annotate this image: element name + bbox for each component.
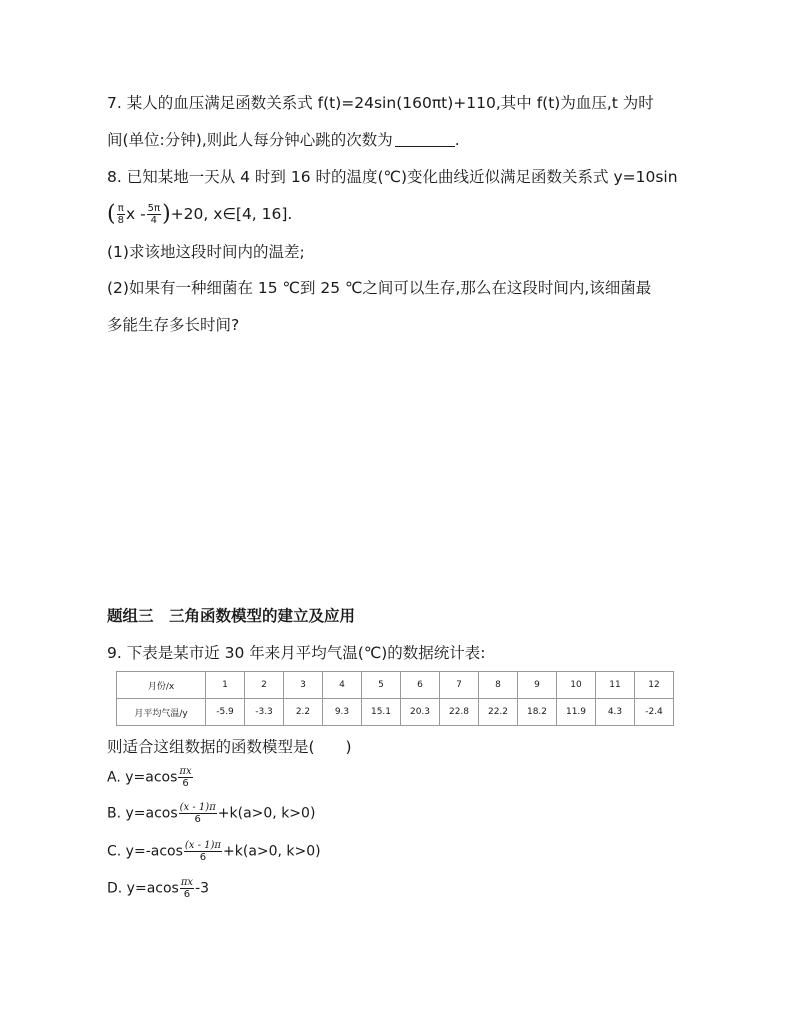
table-row-months bbox=[117, 672, 674, 699]
q9-stem: 9. 下表是某市近 30 年来月平均气温(℃)的数据统计表: bbox=[107, 644, 486, 662]
q8-frac1 bbox=[117, 203, 125, 226]
month-cell: 8 bbox=[479, 672, 518, 699]
option-b-num: (x - 1)π bbox=[179, 802, 216, 813]
temperature-table bbox=[116, 671, 674, 726]
q7-line1: 7. 某人的血压满足函数关系式 f(t)=24sin(160πt)+110,其中 f(t)为血压,t 为时 bbox=[107, 94, 654, 112]
q8-frac1-num: π bbox=[117, 203, 124, 214]
month-cell: 6 bbox=[401, 672, 440, 699]
option-d-post: -3 bbox=[195, 880, 210, 897]
q8-frac1-den: 8 bbox=[117, 215, 124, 226]
temp-cell: 4.3 bbox=[596, 699, 635, 726]
temp-cell: -2.4 bbox=[635, 699, 674, 726]
temp-cell: 9.3 bbox=[323, 699, 362, 726]
temp-cell: 22.2 bbox=[479, 699, 518, 726]
option-c bbox=[107, 840, 321, 863]
option-a-den: 6 bbox=[182, 778, 189, 789]
q8-sub1: (1)求该地这段时间内的温差; bbox=[107, 243, 305, 261]
month-cell: 4 bbox=[323, 672, 362, 699]
option-b bbox=[107, 802, 315, 825]
row-header-temps: 月平均气温/y bbox=[117, 699, 206, 726]
month-cell: 10 bbox=[557, 672, 596, 699]
option-c-num: (x - 1)π bbox=[184, 840, 222, 851]
option-d-pre: D. y=acos bbox=[107, 880, 179, 897]
option-a bbox=[107, 766, 194, 789]
answer-blank bbox=[395, 131, 455, 147]
temp-cell: 11.9 bbox=[557, 699, 596, 726]
option-b-post: +k(a>0, k>0) bbox=[217, 805, 316, 822]
q7-line2-text: 间(单位:分钟),则此人每分钟心跳的次数为 bbox=[107, 131, 393, 149]
temp-cell: 15.1 bbox=[362, 699, 401, 726]
month-cell: 2 bbox=[245, 672, 284, 699]
option-c-pre: C. y=-acos bbox=[107, 843, 183, 860]
q9-question: 则适合这组数据的函数模型是( ) bbox=[107, 738, 352, 756]
month-cell: 9 bbox=[518, 672, 557, 699]
q8-frac2 bbox=[147, 203, 161, 226]
q8-mid: x - bbox=[125, 205, 146, 223]
temp-cell: 20.3 bbox=[401, 699, 440, 726]
table-row-temps bbox=[117, 699, 674, 726]
option-a-num: πx bbox=[179, 766, 192, 777]
month-cell: 3 bbox=[284, 672, 323, 699]
q8-frac2-num: 5π bbox=[147, 203, 161, 214]
option-c-post: +k(a>0, k>0) bbox=[223, 843, 321, 860]
left-paren: ( bbox=[107, 201, 116, 227]
option-a-pre: A. y=acos bbox=[107, 769, 178, 786]
option-d-frac bbox=[180, 877, 194, 900]
q7-line2-end: . bbox=[454, 131, 460, 149]
month-cell: 5 bbox=[362, 672, 401, 699]
option-c-den: 6 bbox=[199, 852, 207, 863]
group3-title: 题组三 三角函数模型的建立及应用 bbox=[107, 607, 356, 625]
q8-tail: +20, x∈[4, 16]. bbox=[170, 205, 293, 223]
month-cell: 7 bbox=[440, 672, 479, 699]
temp-cell: 18.2 bbox=[518, 699, 557, 726]
q8-line1: 8. 已知某地一天从 4 时到 16 时的温度(℃)变化曲线近似满足函数关系式 y=10sin bbox=[107, 168, 678, 186]
q8-sub2-line2: 多能生存多长时间? bbox=[107, 316, 240, 334]
temp-cell: 22.8 bbox=[440, 699, 479, 726]
month-cell: 12 bbox=[635, 672, 674, 699]
month-cell: 1 bbox=[206, 672, 245, 699]
option-b-frac bbox=[179, 802, 217, 825]
temp-cell: -5.9 bbox=[206, 699, 245, 726]
option-d-den: 6 bbox=[183, 889, 191, 900]
q7-line2 bbox=[107, 130, 460, 150]
right-paren: ) bbox=[162, 201, 171, 227]
option-d-num: πx bbox=[180, 877, 194, 888]
temp-cell: -3.3 bbox=[245, 699, 284, 726]
option-a-frac bbox=[178, 766, 192, 789]
option-b-pre: B. y=acos bbox=[107, 805, 178, 822]
option-c-frac bbox=[184, 840, 222, 863]
row-header-months: 月份/x bbox=[117, 672, 206, 699]
q8-frac2-den: 4 bbox=[150, 215, 158, 226]
month-cell: 11 bbox=[596, 672, 635, 699]
temp-cell: 2.2 bbox=[284, 699, 323, 726]
option-b-den: 6 bbox=[194, 814, 201, 825]
q8-formula bbox=[107, 201, 292, 228]
option-d bbox=[107, 877, 209, 900]
q8-sub2-line1: (2)如果有一种细菌在 15 ℃到 25 ℃之间可以生存,那么在这段时间内,该细菌最 bbox=[107, 279, 652, 297]
